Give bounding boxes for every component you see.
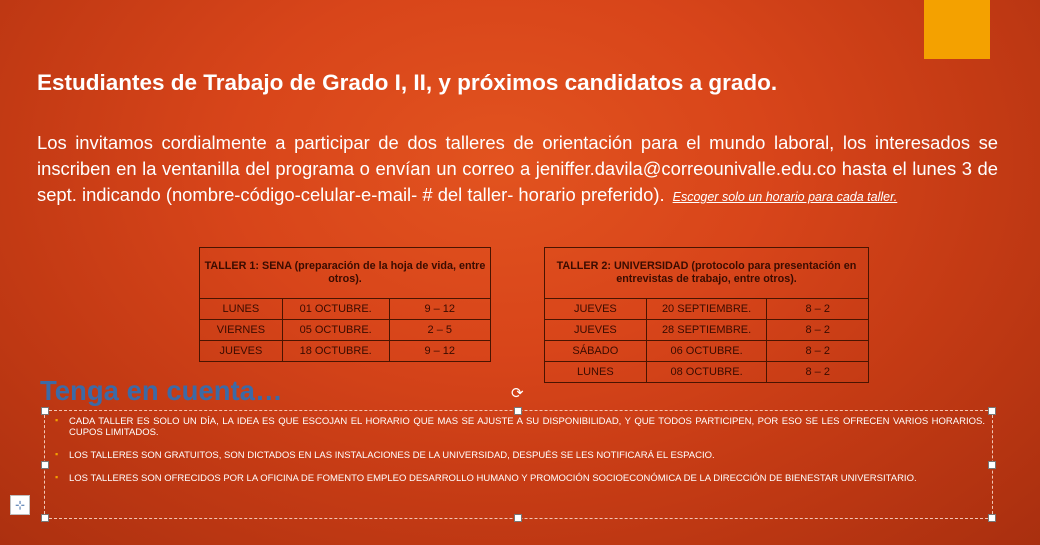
table-cell: 01 OCTUBRE. — [282, 299, 389, 320]
slide-title[interactable]: Estudiantes de Trabajo de Grado I, II, y próximos candidatos a grado. — [37, 70, 778, 95]
table-cell: 8 – 2 — [767, 320, 869, 341]
table-cell: VIERNES — [200, 320, 283, 341]
table-cell: 8 – 2 — [767, 362, 869, 383]
table-row — [200, 341, 491, 362]
table-cell: 28 SEPTIEMBRE. — [646, 320, 767, 341]
resize-handle-top-left[interactable] — [41, 407, 49, 415]
table-row — [545, 320, 869, 341]
table-cell: 2 – 5 — [389, 320, 491, 341]
resize-handle-bottom-center[interactable] — [514, 514, 522, 522]
table-cell: 20 SEPTIEMBRE. — [646, 299, 767, 320]
resize-handle-bottom-left[interactable] — [41, 514, 49, 522]
schedule-note-link[interactable]: Escoger solo un horario para cada taller. — [672, 190, 898, 204]
resize-handle-top-right[interactable] — [988, 407, 996, 415]
taller2-table[interactable] — [544, 247, 869, 383]
table-row — [545, 341, 869, 362]
taller1-table[interactable] — [199, 247, 491, 362]
taller1-header: TALLER 1: SENA (preparación de la hoja de vida, entre otros). — [200, 248, 491, 299]
taller2-header: TALLER 2: UNIVERSIDAD (protocolo para presentación en entrevistas de trabajo, entre otros). — [545, 248, 869, 299]
table-cell: JUEVES — [545, 299, 647, 320]
resize-handle-middle-right[interactable] — [988, 461, 996, 469]
table-cell: JUEVES — [545, 320, 647, 341]
bullet-icon: ▪ — [55, 449, 59, 459]
table-cell: 05 OCTUBRE. — [282, 320, 389, 341]
table-cell: 9 – 12 — [389, 341, 491, 362]
table-cell: SÁBADO — [545, 341, 647, 362]
table-cell: 8 – 2 — [767, 299, 869, 320]
invitation-paragraph[interactable] — [37, 130, 998, 210]
tenga-en-cuenta-heading[interactable]: Tenga en cuenta… — [40, 375, 283, 406]
bullet-icon: ▪ — [55, 472, 59, 482]
table-cell: 9 – 12 — [389, 299, 491, 320]
table-row — [200, 299, 491, 320]
notes-list[interactable] — [55, 416, 985, 496]
resize-handle-middle-left[interactable] — [41, 461, 49, 469]
bullet-icon: ▪ — [55, 415, 59, 425]
table-cell: 08 OCTUBRE. — [646, 362, 767, 383]
table-cell: LUNES — [200, 299, 283, 320]
resize-handle-top-center[interactable] — [514, 407, 522, 415]
resize-handle-bottom-right[interactable] — [988, 514, 996, 522]
table-cell: 18 OCTUBRE. — [282, 341, 389, 362]
layout-options-icon[interactable]: ⊹ — [10, 495, 30, 515]
table-cell: 8 – 2 — [767, 341, 869, 362]
bullet-text: LOS TALLERES SON GRATUITOS, SON DICTADOS EN LAS INSTALACIONES DE LA UNIVERSIDAD, DESPUÉS SE LES NOTIFICARÁ EL ESPACIO. — [69, 450, 715, 461]
bullet-text: CADA TALLER ES SOLO UN DÍA, LA IDEA ES QUE ESCOJAN EL HORARIO QUE MAS SE AJUSTE A SU DISPONIBILIDAD, Y QUE TODOS PARTICIPEN, POR ESO SE LES OFRECEN VARIOS HORARIOS. CUPOS LIMITADOS. — [69, 416, 985, 438]
accent-square — [924, 0, 990, 59]
table-row — [545, 362, 869, 383]
bullet-text: LOS TALLERES SON OFRECIDOS POR LA OFICINA DE FOMENTO EMPLEO DESARROLLO HUMANO Y PROMOCIÓN SOCIOECONÓMICA DE LA DIRECCIÓN DE BIENESTAR UNIVERSITARIO. — [69, 473, 917, 484]
invitation-text: Los invitamos cordialmente a participar de dos talleres de orientación para el mundo laboral, los interesados se inscriben en la ventanilla del programa o envían un correo a jeniffer.davila@correounivalle.edu.co hasta el lunes 3 de sept. indicando (nombre-código-celular-e-mail- # del taller- horario preferido). — [37, 132, 998, 205]
list-item — [55, 473, 985, 484]
list-item — [55, 450, 985, 461]
rotate-handle-icon[interactable]: ⟳ — [511, 385, 524, 402]
table-row — [545, 299, 869, 320]
table-cell: JUEVES — [200, 341, 283, 362]
table-cell: LUNES — [545, 362, 647, 383]
table-cell: 06 OCTUBRE. — [646, 341, 767, 362]
table-row — [200, 320, 491, 341]
list-item — [55, 416, 985, 438]
